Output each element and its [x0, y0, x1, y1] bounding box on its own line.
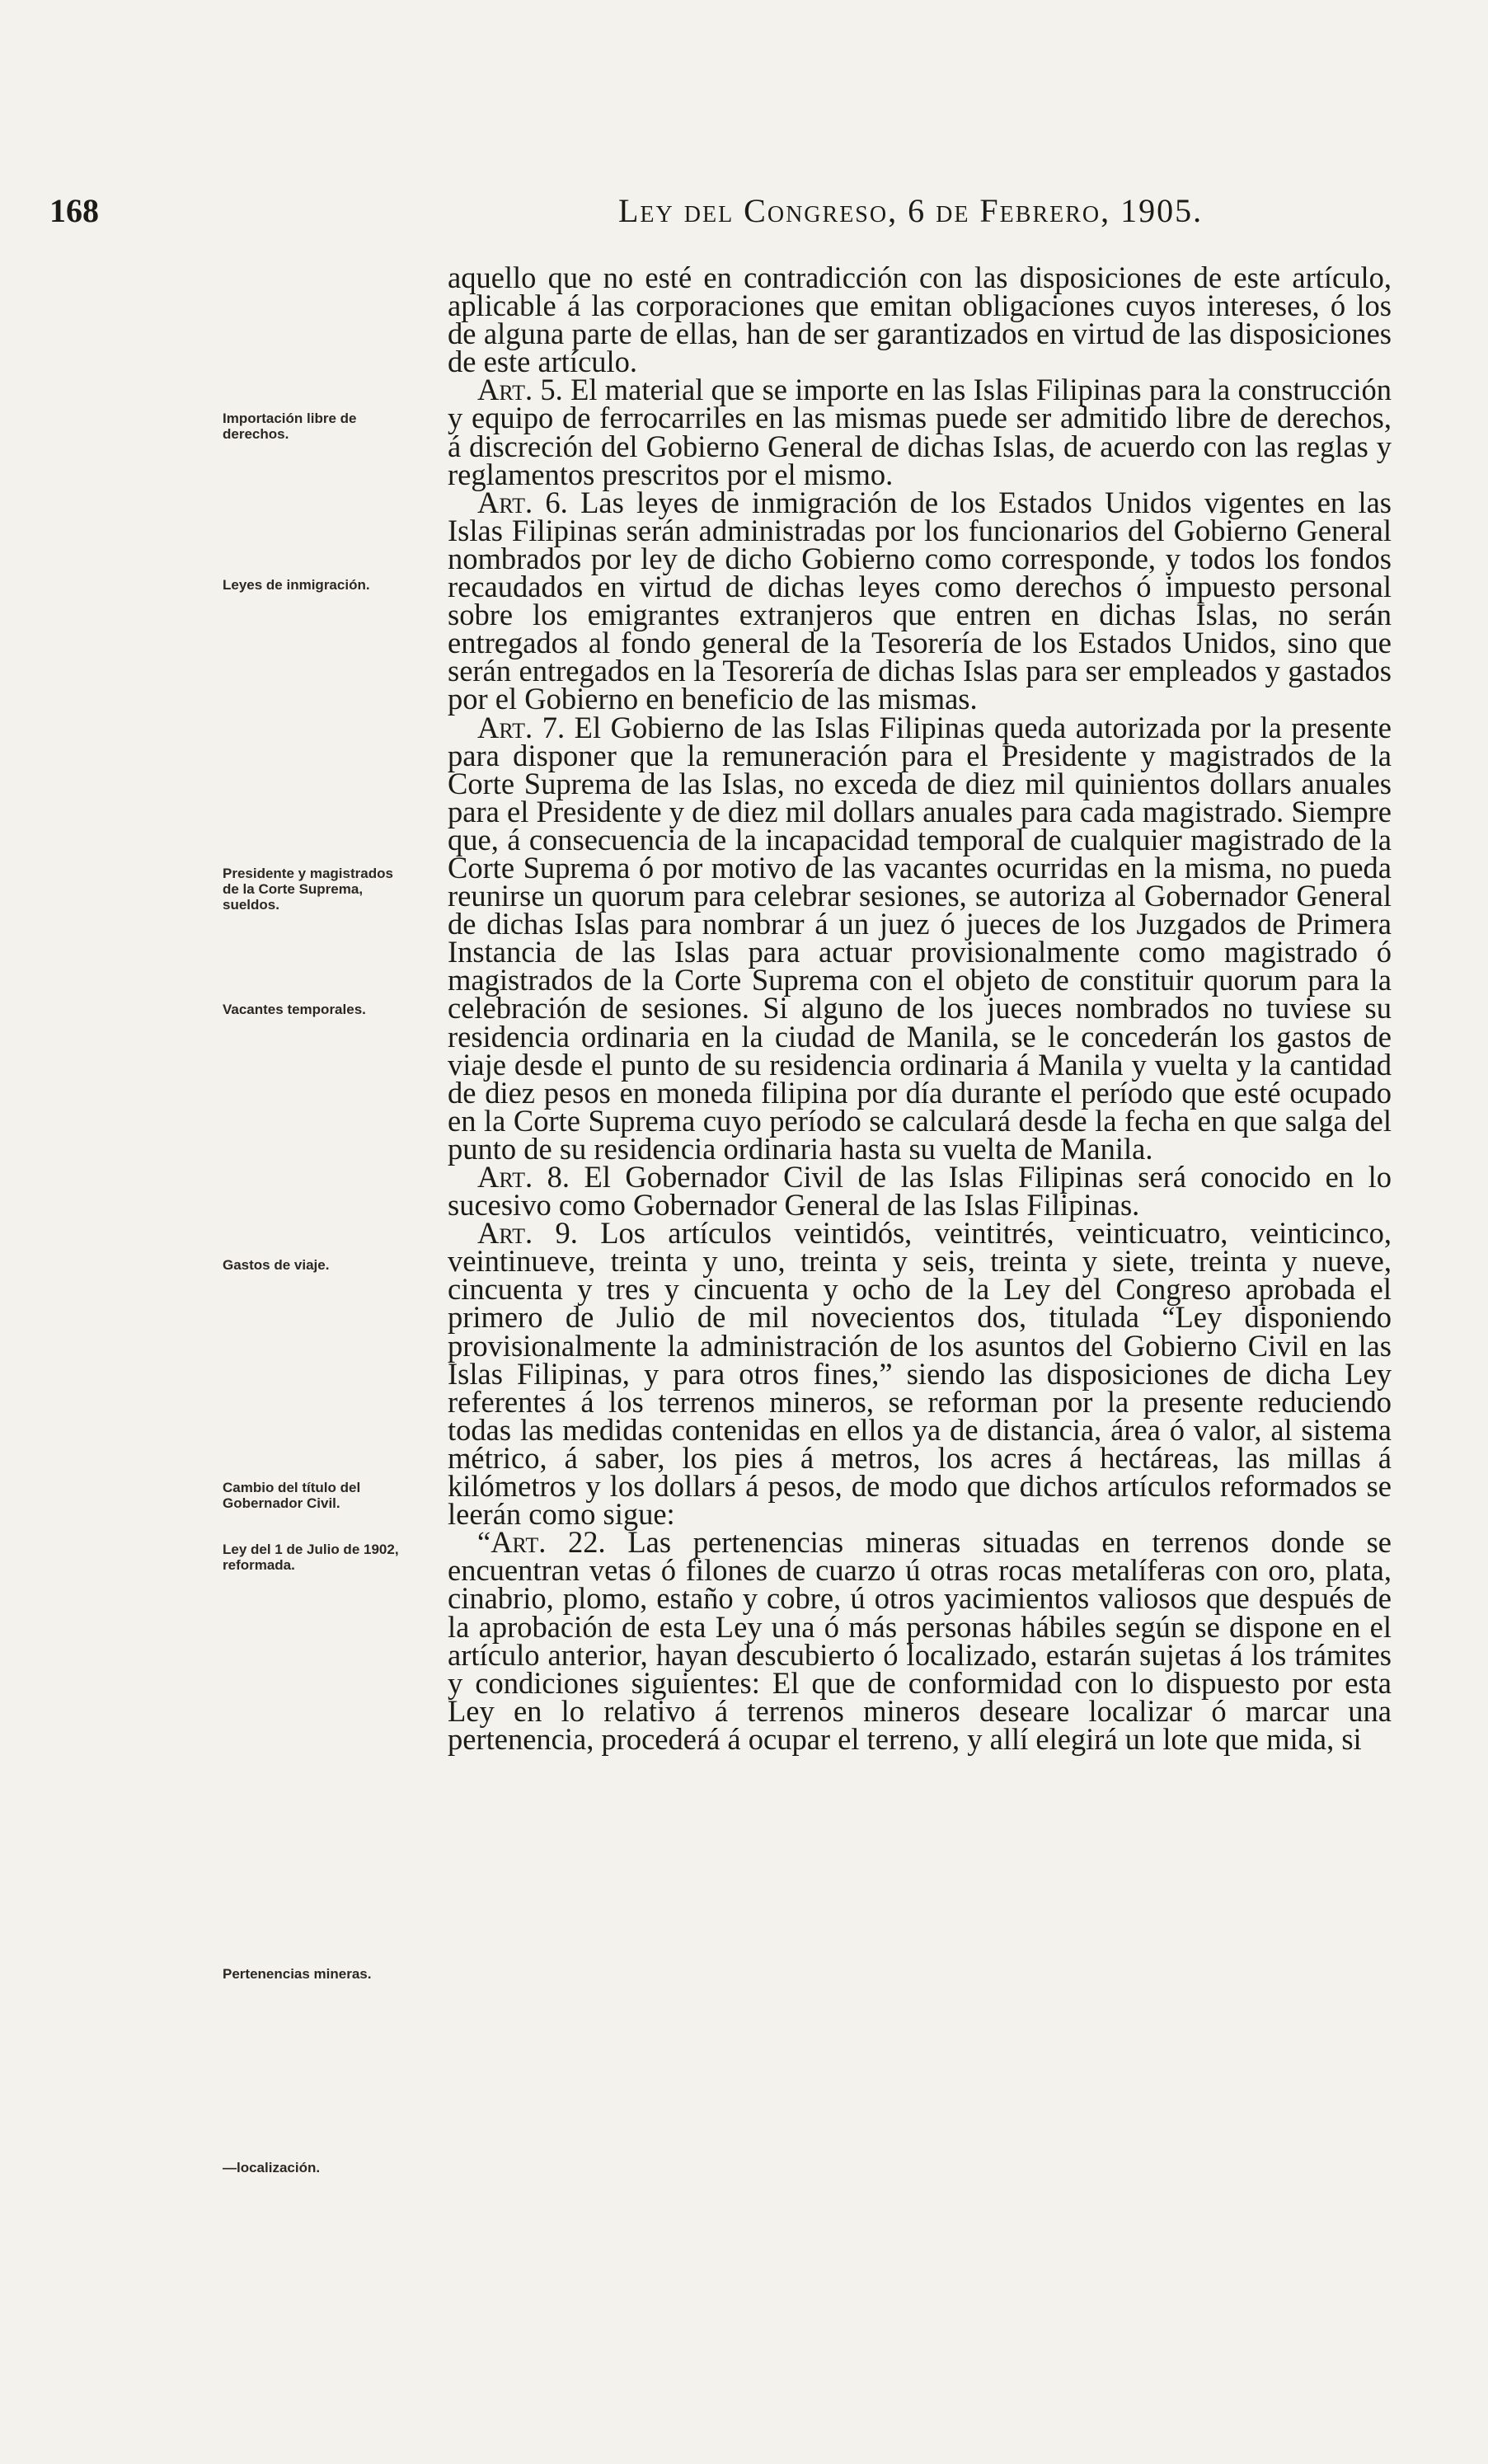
margin-note-inmigracion: Leyes de inmigración. — [223, 577, 370, 593]
paragraph-art-8 — [448, 1160, 1392, 1223]
margin-note-localizacion: —localización. — [223, 2160, 321, 2175]
paragraph-text: Los artículos veintidós, veintitrés, veinticuatro, veinticinco, veintinueve, treinta y uno, treinta y seis, treinta y siete, treinta y nueve, cincuenta y tres y cincuenta y ocho de la Ley del Congreso aprobada el primero de Julio de mil novecientos dos, titulada “Ley disponiendo provisionalmente la administración de los asuntos del Gobierno Civil en las Islas Filipinas, y para otros fines,” siendo las disposiciones de dicha Ley referentes á los terrenos mineros, se reforman por la presente reduciendo todas las medidas contenidas en ellos ya de distancia, área ó valor, al sistema métrico, á saber, los pies á metros, los acres á hectáreas, las millas á kilómetros y los dollars á pesos, de modo que dichos artículos reformados se leerán como sigue: — [448, 1216, 1392, 1532]
paragraph-text: El material que se importe en las Islas Filipinas para la construcción y equipo de ferrocarriles en las mismas puede ser admitido libre de derechos, á discreción del Gobierno General de dichas Islas, de acuerdo con las reglas y reglamentos prescritos por el mismo. — [448, 373, 1392, 491]
article-label: Art. 7. — [477, 710, 566, 744]
margin-note-vacantes: Vacantes temporales. — [223, 1002, 366, 1017]
margin-note-presidente-sueldos: Presidente y magistrados de la Corte Suprema, sueldos. — [223, 866, 393, 913]
margin-note-cambio-titulo: Cambio del título del Gobernador Civil. — [223, 1480, 361, 1511]
margin-note-ley-1902: Ley del 1 de Julio de 1902, reformada. — [223, 1542, 399, 1573]
paragraph-text: El Gobierno de las Islas Filipinas queda autorizada por la presente para disponer que la remuneración para el Presidente y magistrados de la Corte Suprema de las Islas, no exceda de diez mil quinientos dollars anuales para el Presidente y de diez mil dollars anuales para cada magistrado. Siempre que, á consecuencia de la incapacidad temporal de cualquier magistrado de la Corte Suprema ó por motivo de las vacantes ocurridas en la misma, no pueda reunirse un quorum para celebrar sesiones, se autoriza al Gobernador General de dichas Islas para nombrar á un juez ó jueces de los Juzgados de Primera Instancia de las Islas para actuar provisionalmente como magistrado ó magistrados de la Corte Suprema con el objeto de constituir quorum para la celebración de sesiones. Si alguno de los jueces nombrados no tuviese su residencia ordinaria en la ciudad de Manila, se le concederán los gastos de viaje desde el punto de su residencia ordinaria á Manila y vuelta y la cantidad de diez pesos en moneda filipina por día durante el período que esté ocupado en la Corte Suprema cuyo período se calculará desde la fecha en que salga del punto de su residencia ordinaria hasta su vuelta de Manila. — [448, 710, 1392, 1166]
article-label: Art. 5. — [477, 373, 563, 407]
page-number: 168 — [49, 192, 99, 229]
paragraph-text: aquello que no esté en contradicción con las disposiciones de este artículo, aplicable á las corporaciones que emitan obligaciones cuyos intereses, ó los de alguna parte de ellas, han de ser garantizados en virtud de las disposiciones de este artículo. — [448, 260, 1392, 379]
article-label: “Art. 22. — [477, 1525, 606, 1560]
paragraph-art-6 — [448, 485, 1392, 716]
article-label: Art. 6. — [477, 485, 568, 519]
paragraph-art-9 — [448, 1216, 1392, 1532]
margin-note-pertenencias: Pertenencias mineras. — [223, 1966, 372, 1982]
paragraph-text: Las pertenencias mineras situadas en terrenos donde se encuentran vetas ó filones de cuarzo ú otras rocas metalíferas con oro, plata, cinabrio, plomo, estaño y cobre, ú otros yacimientos valiosos que después de la aprobación de esta Ley una ó más personas hábiles según se dispone en el artículo anterior, hayan descubierto ó localizado, estarán sujetas á los trámites y condiciones siguientes: El que de conformidad con lo dispuesto por esta Ley en lo relativo á terrenos mineros deseare localizar ó marcar una pertenencia, procederá á ocupar el terreno, y allí elegirá un lote que mida, si — [448, 1525, 1392, 1756]
article-label: Art. 9. — [477, 1216, 578, 1251]
paragraph-continuation — [448, 260, 1392, 379]
paragraph-art-22 — [448, 1525, 1392, 1756]
margin-note-gastos-viaje: Gastos de viaje. — [223, 1257, 330, 1273]
paragraph-text: El Gobernador Civil de las Islas Filipinas será conocido en lo sucesivo como Gobernador General de las Islas Filipinas. — [448, 1160, 1392, 1223]
article-label: Art. 8. — [477, 1160, 570, 1194]
body-text — [448, 260, 1392, 1756]
page-header — [49, 191, 1410, 241]
paragraph-art-5 — [448, 373, 1392, 491]
margin-note-importacion: Importación libre de derechos. — [223, 411, 357, 442]
paragraph-art-7 — [448, 710, 1392, 1166]
running-title: Ley del Congreso, 6 de Febrero, 1905. — [618, 192, 1204, 229]
paragraph-text: Las leyes de inmigración de los Estados Unidos vigentes en las Islas Filipinas serán administradas por los funcionarios del Gobierno General nombrados por ley de dicho Gobierno como corresponde, y todos los fondos recaudados en virtud de dichas leyes como derechos ó impuesto personal sobre los emigrantes extranjeros que entren en dichas Islas, no serán entregados al fondo general de la Tesorería de los Estados Unidos, sino que serán entregados en la Tesorería de dichas Islas para ser empleados y gastados por el Gobierno en beneficio de las mismas. — [448, 485, 1392, 716]
